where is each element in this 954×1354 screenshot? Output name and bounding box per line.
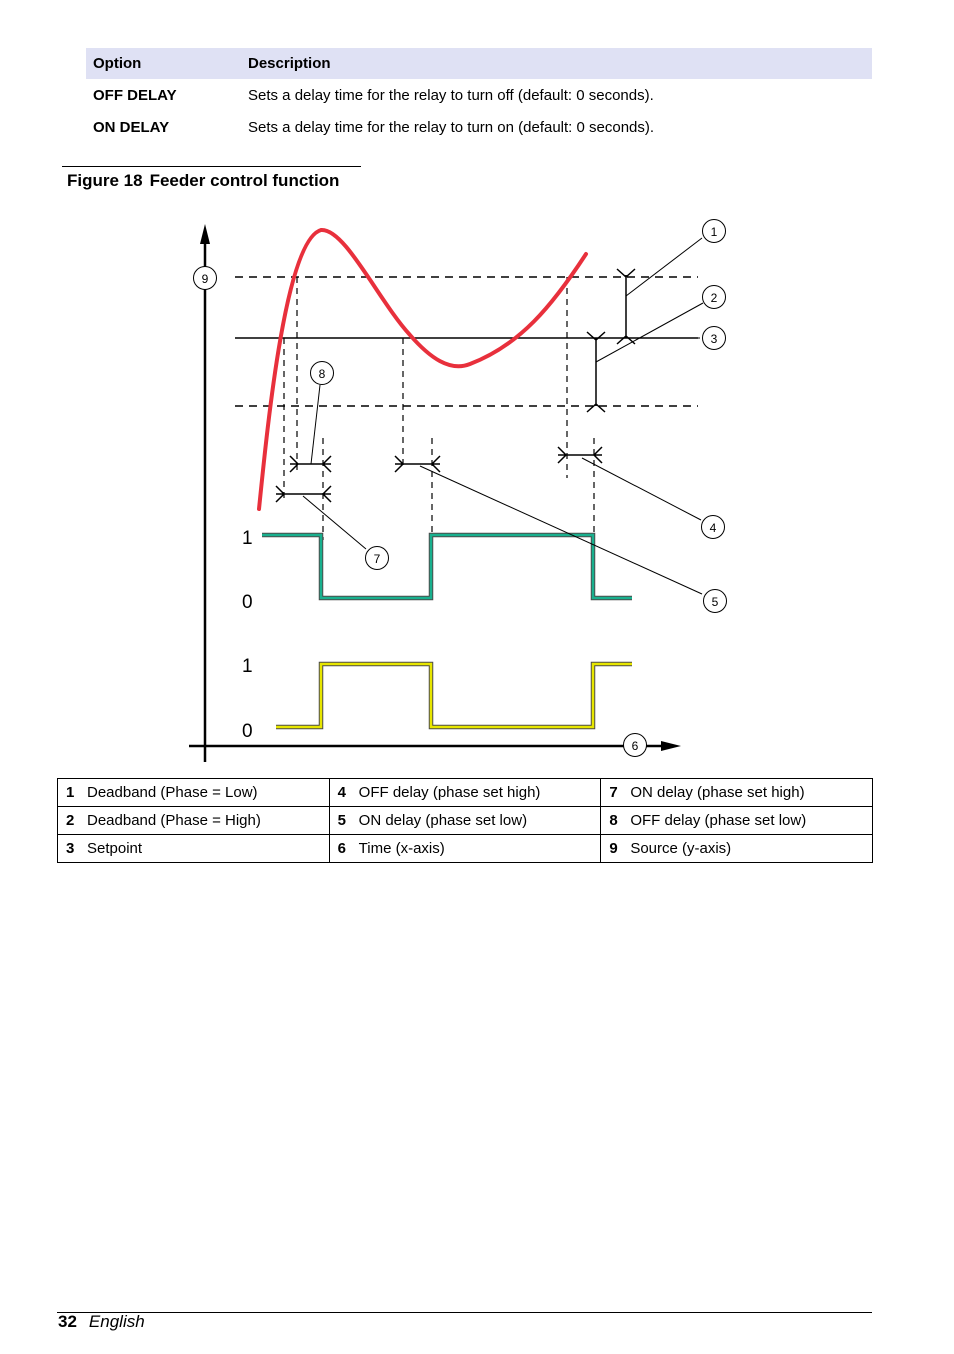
delay-bracket-off-high bbox=[558, 447, 602, 463]
upper-signal-line bbox=[262, 535, 632, 598]
legend-text: OFF delay (phase set low) bbox=[630, 812, 807, 829]
figure-legend-table bbox=[57, 778, 873, 863]
deadband-high-bracket bbox=[617, 269, 635, 344]
legend-text: OFF delay (phase set high) bbox=[358, 784, 541, 801]
callout-number: 9 bbox=[201, 272, 209, 286]
upper-signal-line-fill bbox=[262, 535, 632, 598]
leader-line-2 bbox=[596, 303, 703, 362]
y-axis-arrowhead bbox=[200, 224, 210, 244]
legend-text: ON delay (phase set low) bbox=[358, 812, 528, 829]
callout-number: 4 bbox=[709, 521, 717, 535]
figure-label: Figure 18 bbox=[67, 171, 143, 190]
legend-number: 2 bbox=[66, 812, 75, 829]
lower-signal-line bbox=[276, 664, 632, 727]
page-number: 32 bbox=[58, 1312, 77, 1331]
legend-number: 4 bbox=[337, 784, 346, 801]
legend-number: 6 bbox=[337, 840, 346, 857]
page-footer bbox=[58, 1312, 145, 1332]
lower-signal-line-fill bbox=[276, 664, 632, 727]
legend-cell bbox=[329, 807, 601, 835]
callout-number: 2 bbox=[710, 291, 718, 305]
upper-signal bbox=[262, 535, 632, 598]
delay-bracket-off-low bbox=[290, 456, 331, 472]
table-row bbox=[58, 835, 873, 863]
legend-number: 1 bbox=[66, 784, 75, 801]
leader-line-4 bbox=[582, 458, 701, 520]
table-row bbox=[58, 807, 873, 835]
callout-number: 8 bbox=[318, 367, 326, 381]
option-column-header: Option bbox=[86, 48, 241, 79]
legend-text: Time (x-axis) bbox=[358, 840, 445, 857]
lower-signal bbox=[276, 664, 632, 727]
legend-cell bbox=[329, 835, 601, 863]
legend-cell bbox=[601, 779, 873, 807]
legend-cell bbox=[58, 779, 330, 807]
figure-caption: Feeder control function bbox=[149, 171, 340, 190]
legend-text: Setpoint bbox=[87, 840, 143, 857]
legend-number: 8 bbox=[609, 812, 618, 829]
callout-number: 7 bbox=[373, 552, 381, 566]
callouts bbox=[194, 220, 727, 757]
leader-line-7 bbox=[303, 496, 366, 549]
x-axis-arrowhead bbox=[661, 741, 681, 751]
page-language: English bbox=[88, 1312, 145, 1331]
legend-number: 3 bbox=[66, 840, 75, 857]
callout-number: 1 bbox=[710, 225, 718, 239]
callout-number: 3 bbox=[710, 332, 718, 346]
level-labels bbox=[242, 528, 253, 742]
option-name: ON DELAY bbox=[93, 118, 170, 136]
leader-line-5 bbox=[420, 466, 702, 594]
legend-text: Source (y-axis) bbox=[630, 840, 732, 857]
legend-cell bbox=[329, 779, 601, 807]
legend-text: Deadband (Phase = High) bbox=[87, 812, 261, 829]
leader-line-8 bbox=[311, 385, 320, 464]
table-row bbox=[58, 779, 873, 807]
legend-number: 9 bbox=[609, 840, 618, 857]
deadband-low-bracket bbox=[587, 332, 605, 412]
legend-text: ON delay (phase set high) bbox=[630, 784, 805, 801]
lower-high-label: 1 bbox=[242, 656, 253, 677]
legend-cell bbox=[58, 835, 330, 863]
legend-text: Deadband (Phase = Low) bbox=[87, 784, 258, 801]
callout-number: 6 bbox=[631, 739, 639, 753]
callout-number: 5 bbox=[711, 595, 719, 609]
legend-cell bbox=[58, 807, 330, 835]
interval-brackets bbox=[276, 269, 635, 502]
leader-lines bbox=[303, 238, 703, 594]
upper-high-label: 1 bbox=[242, 528, 253, 549]
legend-number: 5 bbox=[337, 812, 346, 829]
threshold-lines bbox=[235, 277, 698, 406]
option-description: Sets a delay time for the relay to turn on (default: 0 seconds). bbox=[248, 118, 655, 136]
description-column-header: Description bbox=[241, 48, 872, 79]
upper-low-label: 0 bbox=[242, 592, 253, 613]
lower-low-label: 0 bbox=[242, 721, 253, 742]
legend-number: 7 bbox=[609, 784, 618, 801]
legend-cell bbox=[601, 835, 873, 863]
leader-line-1 bbox=[626, 238, 702, 296]
footer-rule bbox=[57, 1312, 872, 1313]
delay-bracket-on-low bbox=[395, 456, 440, 472]
option-name: OFF DELAY bbox=[93, 86, 177, 104]
axes bbox=[189, 224, 681, 762]
legend-cell bbox=[601, 807, 873, 835]
delay-bracket-on-high bbox=[276, 486, 331, 502]
option-description: Sets a delay time for the relay to turn off (default: 0 seconds). bbox=[248, 86, 654, 104]
